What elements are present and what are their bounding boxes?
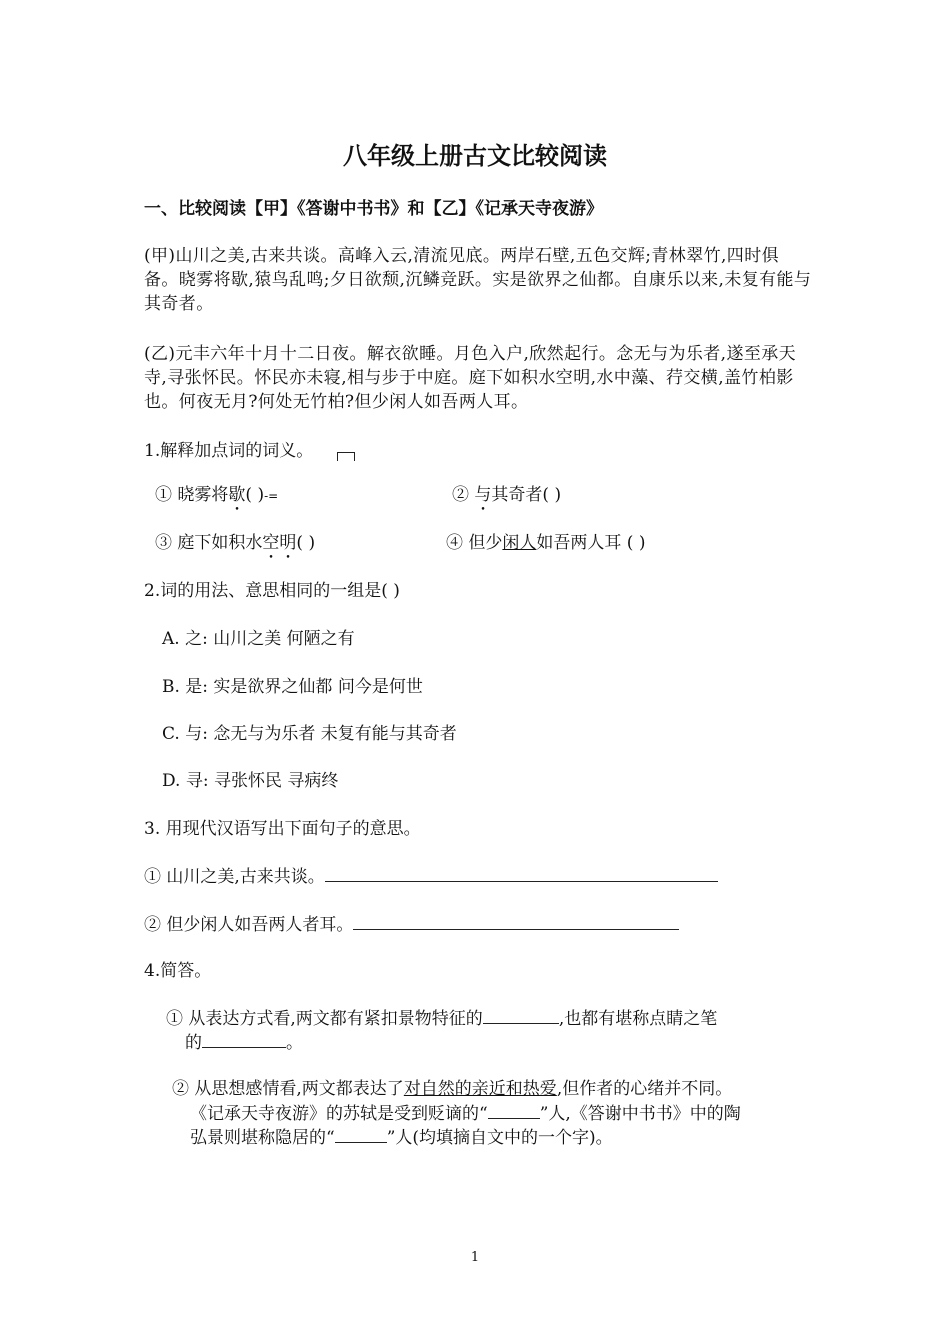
q1-item-1-text: ① 晓雾将 (155, 485, 229, 505)
q4-prompt: 4.简答。 (144, 961, 212, 981)
q1-item-2-text: 其奇者( ) (491, 485, 562, 505)
q4-item-1-text-c: 的 (185, 1033, 202, 1053)
q1-item-2-num: ② (452, 485, 475, 505)
q4-item-2-blank-2[interactable] (335, 1126, 387, 1143)
q4-item-1-line-1 (166, 1007, 717, 1030)
q3-item-1-answer-line[interactable] (325, 865, 718, 882)
q1-item-4-text: ④ 但少 (446, 533, 503, 553)
q1-item-4 (446, 532, 645, 554)
q1-item-4-dotted: 闲人 (502, 533, 537, 553)
q4-item-1-text-d: 。 (286, 1033, 303, 1053)
document-title: 八年级上册古文比较阅读 (343, 142, 607, 170)
q1-item-1-mark: -= (264, 489, 279, 503)
q2-prompt: 2.词的用法、意思相同的一组是( ) (144, 581, 400, 601)
q4-item-1-line-2 (185, 1031, 303, 1054)
passage-yi: (乙)元丰六年十月十二日夜。解衣欲睡。月色入户,欣然起行。念无与为乐者,遂至承天寺,寻张怀民。怀民亦未寝,相与步于中庭。庭下如积水空明,水中藻、荇交横,盖竹柏影也。何夜无月?何处无竹柏?但少闲人如吾两人耳。 (144, 344, 797, 412)
q4-item-2-line-2 (190, 1102, 741, 1125)
q1-item-1 (155, 484, 278, 515)
q4-item-2-text-a: ② 从思想感情看,两文都表达了 (172, 1079, 404, 1099)
q4-item-2-blank-1[interactable] (488, 1102, 540, 1119)
q4-item-2-line-3 (190, 1126, 613, 1149)
q2-option-c: C. 与: 念无与为乐者 未复有能与其奇者 (162, 724, 457, 744)
q2-option-d: D. 寻: 寻张怀民 寻病终 (162, 771, 339, 791)
q1-item-3 (155, 532, 315, 563)
q1-item-2 (452, 484, 561, 515)
q1-item-2-dotted: 与 (474, 485, 492, 505)
q4-item-2-text-c: 《记承天寺夜游》的苏轼是受到贬谪的“ (190, 1104, 488, 1124)
q4-item-1-text-b: ,也都有堪称点睛之笔 (558, 1009, 718, 1029)
q1-item-4-post: 如吾两人耳 ( ) (536, 533, 646, 553)
q2-option-a: A. 之: 山川之美 何陋之有 (162, 629, 355, 649)
q1-item-3-paren: ( ) (296, 533, 316, 553)
q4-item-2-underlined: 对自然的亲近和热爱 (403, 1079, 557, 1099)
q3-item-1-text: ① 山川之美,古来共谈。 (144, 867, 325, 887)
q1-item-1-dotted: 歇 (228, 485, 246, 505)
q3-prompt: 3. 用现代汉语写出下面句子的意思。 (144, 819, 421, 839)
margin-mark (337, 452, 355, 461)
q2-option-b: B. 是: 实是欲界之仙都 问今是何世 (162, 677, 423, 697)
q3-item-2 (144, 913, 679, 936)
q4-item-1-text-a: ① 从表达方式看,两文都有紧扣景物特征的 (166, 1009, 483, 1029)
q4-item-1-blank-2[interactable] (202, 1031, 286, 1048)
q4-item-1-blank-1[interactable] (483, 1007, 559, 1024)
q1-prompt: 1.解释加点词的词义。 (144, 441, 314, 461)
q1-item-1-paren: ( ) (245, 485, 265, 505)
page-number: 1 (470, 1250, 480, 1265)
q1-item-3-text: ③ 庭下如积水 (155, 533, 263, 553)
q4-item-2-text-d: ”人,《答谢中书书》中的陶 (539, 1104, 741, 1124)
q3-item-2-answer-line[interactable] (353, 913, 679, 930)
q1-item-3-dotted: 空明 (262, 533, 297, 553)
q3-item-2-text: ② 但少闲人如吾两人者耳。 (144, 915, 354, 935)
q4-item-2-text-b: ,但作者的心绪并不同。 (556, 1079, 733, 1099)
q4-item-2-line-1 (172, 1078, 732, 1100)
q4-item-2-text-e: 弘景则堪称隐居的“ (190, 1128, 335, 1148)
q3-item-1 (144, 865, 718, 888)
section-heading: 一、比较阅读【甲】《答谢中书书》和【乙】《记承天寺夜游》 (144, 199, 603, 219)
passage-jia: (甲)山川之美,古来共谈。高峰入云,清流见底。两岸石壁,五色交辉;青林翠竹,四时俱备。晓雾将歇,猿鸟乱鸣;夕日欲颓,沉鳞竞跃。实是欲界之仙都。自康乐以来,未复有能与其奇者。 (144, 246, 812, 314)
q4-item-2-text-f: ”人(均填摘自文中的一个字)。 (386, 1128, 613, 1148)
